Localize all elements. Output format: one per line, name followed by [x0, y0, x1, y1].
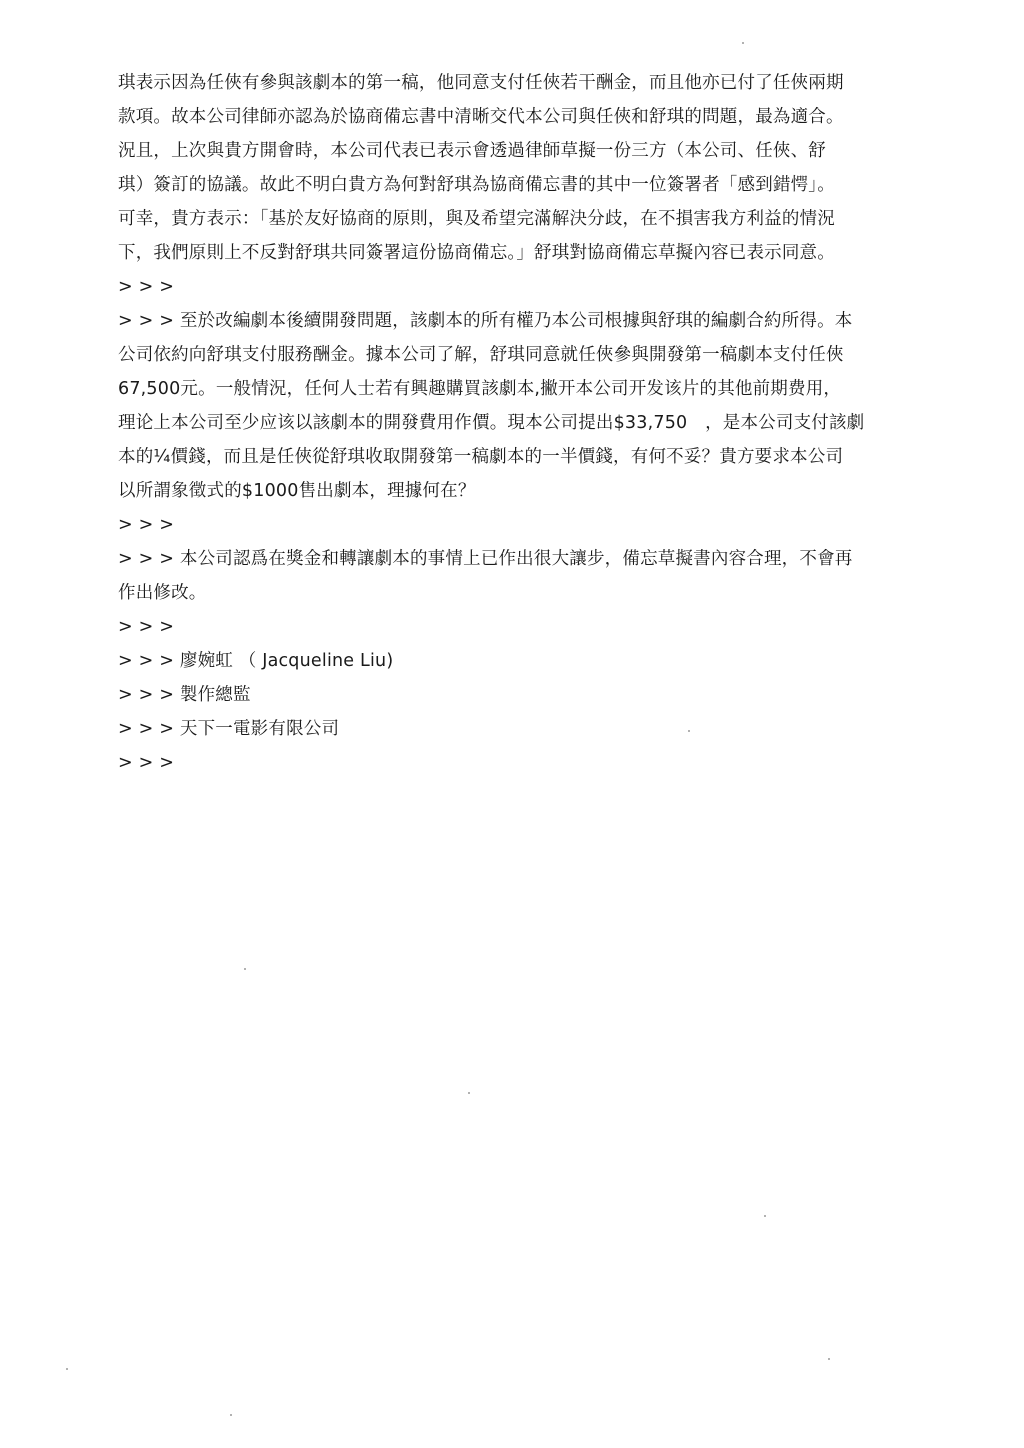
quote-marker-line: > > >: [118, 277, 175, 297]
text-line: 款項。故本公司律師亦認為於協商備忘書中清晰交代本公司與任俠和舒琪的問題，最為適合。: [118, 107, 844, 127]
scan-speck: [764, 1215, 766, 1217]
quote-marker-line: > > >: [118, 515, 175, 535]
scan-speck: [66, 1368, 68, 1370]
text-line: 下，我們原則上不反對舒琪共同簽署這份協商備忘。」舒琪對協商備忘草擬內容已表示同意。: [118, 243, 835, 263]
text-line: > > > 本公司認爲在獎金和轉讓劇本的事情上已作出很大讓步，備忘草擬書內容合理，不會再: [118, 549, 853, 569]
text-line: 公司依約向舒琪支付服務酬金。據本公司了解，舒琪同意就任俠參與開發第一稿劇本支付任俠: [118, 345, 844, 365]
scan-speck: [828, 1358, 830, 1360]
text-line: > > > 至於改編劇本後續開發問題，該劇本的所有權乃本公司根據與舒琪的編劇合約所得。本: [118, 311, 853, 331]
text-line: 可幸，貴方表示：「基於友好協商的原則，與及希望完滿解決分歧，在不損害我方利益的情況: [118, 209, 835, 229]
text-line: 67,500元。一般情況，任何人士若有興趣購買該劇本,撇开本公司开发该片的其他前期费用，: [118, 379, 842, 399]
text-line: 理论上本公司至少应该以該劇本的開發費用作價。現本公司提出$33,750 ，是本公司支付該劇: [118, 413, 865, 433]
signature-name: > > > 廖婉虹 （ Jacqueline Liu): [118, 651, 394, 671]
scan-speck: [468, 1092, 470, 1094]
text-line: 本的¼價錢，而且是任俠從舒琪收取開發第一稿劇本的一半價錢，有何不妥？貴方要求本公司: [118, 447, 844, 467]
text-line: 琪）簽訂的協議。故此不明白貴方為何對舒琪為協商備忘書的其中一位簽署者「感到錯愕」。: [118, 175, 835, 195]
scan-speck: [742, 42, 744, 44]
text-line: 況且，上次與貴方開會時，本公司代表已表示會透過律師草擬一份三方（本公司、任俠、舒: [118, 141, 826, 161]
text-line: 作出修改。: [118, 583, 207, 603]
text-line: 以所謂象徵式的$1000售出劇本，理據何在？: [118, 481, 476, 501]
text-line: 琪表示因為任俠有參與該劇本的第一稿，他同意支付任俠若干酬金，而且他亦已付了任俠兩期: [118, 73, 844, 93]
quote-marker-line: > > >: [118, 753, 175, 773]
scan-speck: [244, 968, 246, 970]
letter-body: [118, 66, 908, 780]
quote-marker-line: > > >: [118, 617, 175, 637]
scan-speck: [230, 1414, 232, 1416]
signature-title: > > > 製作總監: [118, 685, 251, 705]
signature-company: > > > 天下一電影有限公司: [118, 719, 340, 739]
scan-speck: [688, 730, 690, 732]
